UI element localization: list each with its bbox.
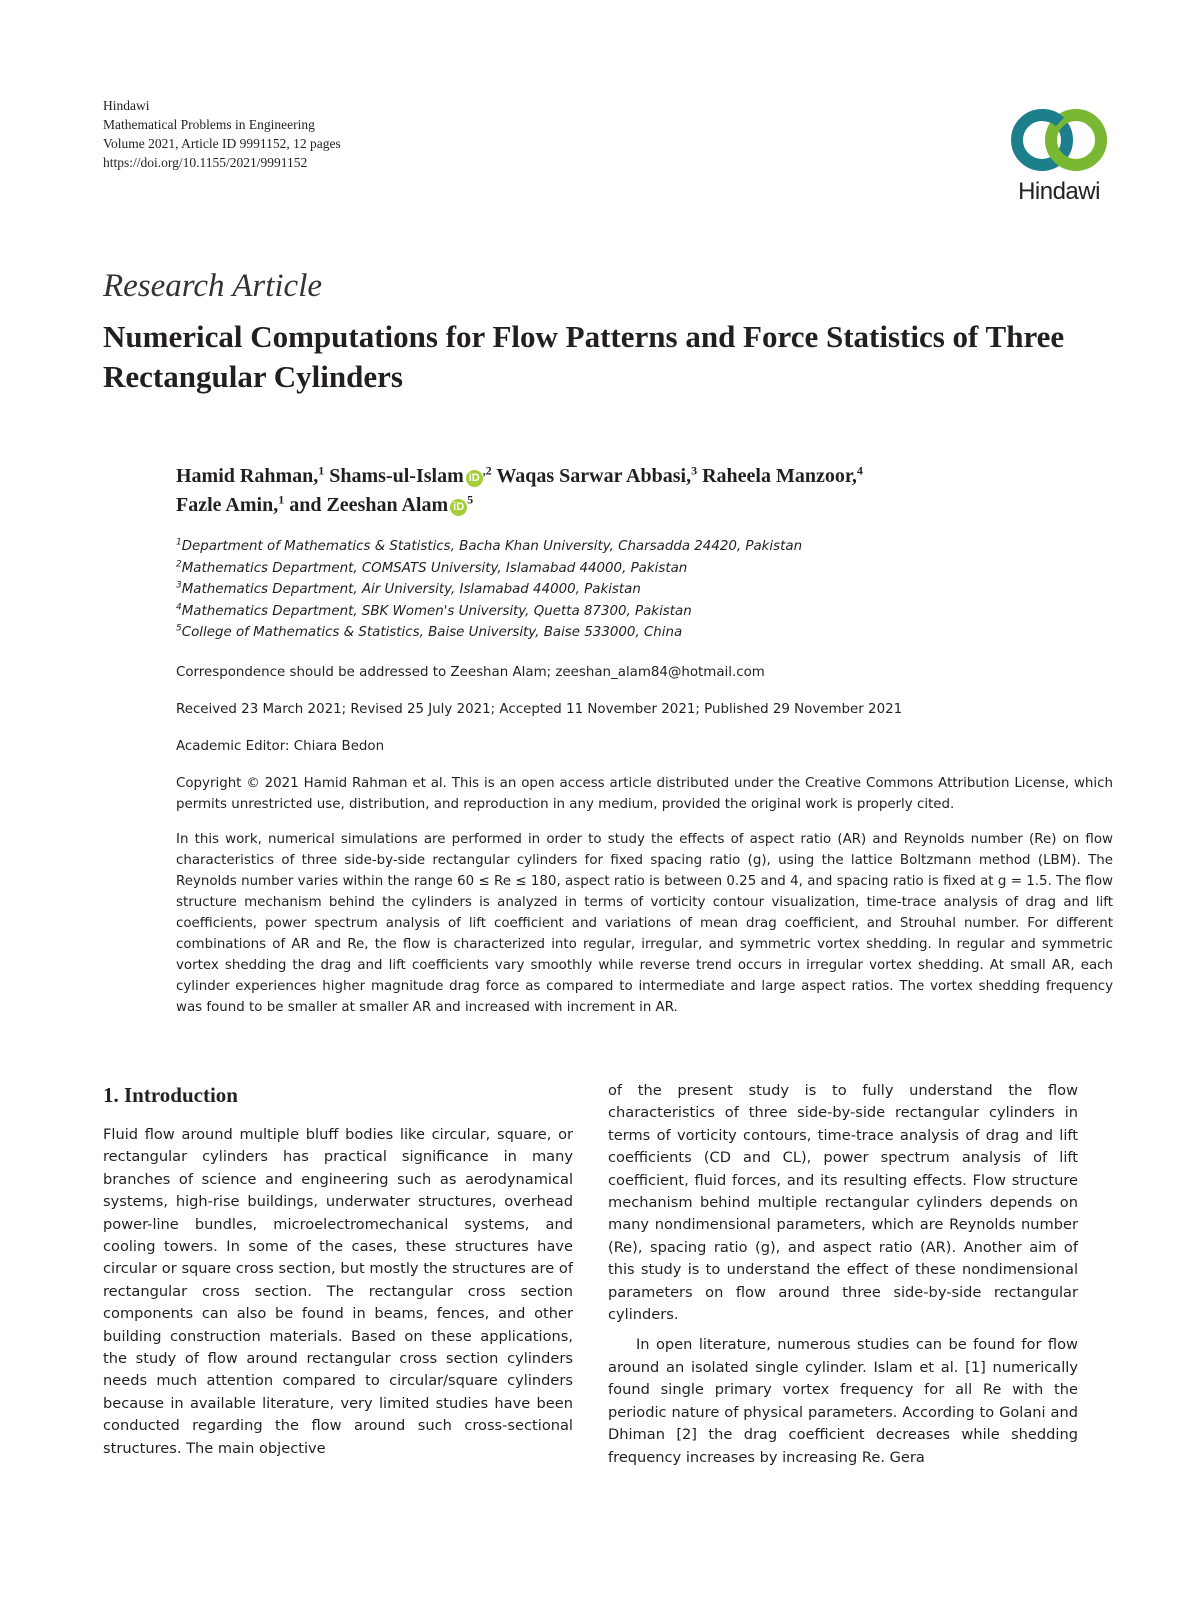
body-paragraph: Fluid flow around multiple bluff bodies like circular, square, or rectangular cylinders has practical significance in many branches of science and engineering such as aerodynamical systems, high-rise buildings, underwater structures, overhead power-line bundles, microelectromechanical systems, and cooling towers. In some of the cases, these structures have circular or square cross section, but mostly the structures are of rectangular cross section. The rectangular cross section components can also be found in beams, fences, and other building construction materials. Based on these applications, the study of flow around rectangular cross section cylinders needs much attention compared to circular/square cylinders because in available literature, very limited studies have been conducted regarding the flow around such cross-sectional structures. The main objective [103, 1126, 573, 1457]
article-type: Research Article [103, 268, 323, 304]
doi-link[interactable]: https://doi.org/10.1155/2021/9991152 [103, 155, 308, 170]
author-name[interactable]: Waqas Sarwar Abbasi, [496, 465, 692, 487]
affiliation-item [176, 536, 1113, 558]
author-name[interactable]: Shams-ul-Islam [329, 465, 464, 487]
affiliation-text: College of Mathematics & Statistics, Baise University, Baise 533000, China [181, 625, 683, 640]
article-title: Numerical Computations for Flow Patterns and Force Statistics of Three Rectangular Cylinders [103, 319, 1065, 394]
publication-dates: Received 23 March 2021; Revised 25 July 2021; Accepted 11 November 2021; Published 29 November 2021 [176, 701, 903, 717]
affiliation-number: 3 [176, 580, 182, 591]
hindawi-rings-icon [1005, 104, 1113, 176]
author-affiliation-marker: 1 [278, 492, 285, 507]
affiliation-text: Mathematics Department, Air University, Islamabad 44000, Pakistan [181, 582, 641, 597]
correspondence: Correspondence should be addressed to Zeeshan Alam; zeeshan_alam84@hotmail.com [176, 664, 765, 680]
author-list [176, 462, 1113, 520]
affiliation-item [176, 601, 1113, 623]
orcid-icon[interactable]: iD [466, 470, 483, 487]
affiliation-item [176, 579, 1113, 601]
publisher-name: Hindawi [103, 98, 150, 113]
body-column-right [608, 1080, 1078, 1469]
abstract: In this work, numerical simulations are performed in order to study the effects of aspect ratio (AR) and Reynolds number (Re) on flow characteristics of three side-by-side rectangular cylinders for fixed spacing ratio (g), using the lattice Boltzmann method (LBM). The Reynolds number varies within the range 60 ≤ Re ≤ 180, aspect ratio is between 0.25 and 4, and spacing ratio is fixed at g = 1.5. The flow structure mechanism behind the cylinders is analyzed in terms of vorticity contour visualization, time-trace analysis of drag and lift coefficients, power spectrum analysis of lift coefficient and variations of mean drag coefficient, and Strouhal number. For different combinations of AR and Re, the flow is characterized into regular, irregular, and symmetric vortex shedding. In regular and symmetric vortex shedding the drag and lift coefficients vary smoothly while reverse trend occurs in irregular vortex shedding. At small AR, each cylinder experiences higher magnitude drag force as compared to intermediate and large aspect ratios. The vortex shedding frequency was found to be smaller at smaller AR and increased with increment in AR. [176, 831, 1113, 1015]
volume-line: Volume 2021, Article ID 9991152, 12 pages [103, 136, 341, 151]
author-affiliation-marker: ,2 [482, 463, 492, 478]
body-paragraph: In open literature, numerous studies can be found for flow around an isolated single cylinder. Islam et al. [1] numerically found single primary vortex frequency for all Re with the periodic nature of physical parameters. According to Golani and Dhiman [2] the drag coefficient decreases while shedding frequency increases by increasing Re. Gera [608, 1336, 1078, 1466]
author-affiliation-marker: 3 [691, 463, 698, 478]
affiliation-number: 1 [176, 537, 182, 548]
author-affiliation-marker: 4 [856, 463, 863, 478]
copyright-notice: Copyright © 2021 Hamid Rahman et al. This is an open access article distributed under the Creative Commons Attribution License, which permits unrestricted use, distribution, and reproduction in any medium, provided the original work is properly cited. [176, 775, 1113, 812]
author-name[interactable]: Fazle Amin, [176, 494, 279, 516]
orcid-icon[interactable]: iD [450, 499, 467, 516]
journal-info [103, 96, 341, 172]
article-meta [176, 662, 1113, 1018]
journal-name: Mathematical Problems in Engineering [103, 117, 315, 132]
hindawi-logo [1005, 104, 1115, 206]
affiliations [176, 536, 1113, 644]
author-name[interactable]: Raheela Manzoor, [702, 465, 857, 487]
author-name[interactable]: Hamid Rahman, [176, 465, 319, 487]
academic-editor: Academic Editor: Chiara Bedon [176, 738, 385, 754]
affiliation-number: 5 [176, 623, 182, 634]
logo-wordmark: Hindawi [1018, 178, 1100, 205]
affiliation-item [176, 622, 1113, 644]
author-name[interactable]: and Zeeshan Alam [289, 494, 449, 516]
affiliation-text: Department of Mathematics & Statistics, Bacha Khan University, Charsadda 24420, Pakistan [181, 539, 803, 554]
author-affiliation-marker: 5 [467, 492, 474, 507]
affiliation-number: 2 [176, 559, 182, 570]
affiliation-text: Mathematics Department, COMSATS University, Islamabad 44000, Pakistan [181, 560, 688, 576]
body-column-left [103, 1080, 573, 1460]
section-heading-introduction: 1. Introduction [103, 1083, 238, 1107]
affiliation-item [176, 558, 1113, 580]
author-affiliation-marker: 1 [318, 463, 325, 478]
front-matter [176, 462, 1113, 1018]
affiliation-text: Mathematics Department, SBK Women's University, Quetta 87300, Pakistan [181, 603, 692, 619]
body-paragraph: of the present study is to fully understand the flow characteristics of three side-by-side rectangular cylinders in terms of vorticity contours, time-trace analysis of drag and lift coefficients (CD and CL), power spectrum analysis of lift coefficient, fluid forces, and its resulting effects. Flow structure mechanism behind multiple rectangular cylinders depends on many nondimensional parameters, which are Reynolds number (Re), spacing ratio (g), and aspect ratio (AR). Another aim of this study is to understand the effect of these nondimensional parameters on flow around three side-by-side rectangular cylinders. [608, 1082, 1078, 1324]
affiliation-number: 4 [176, 602, 182, 613]
